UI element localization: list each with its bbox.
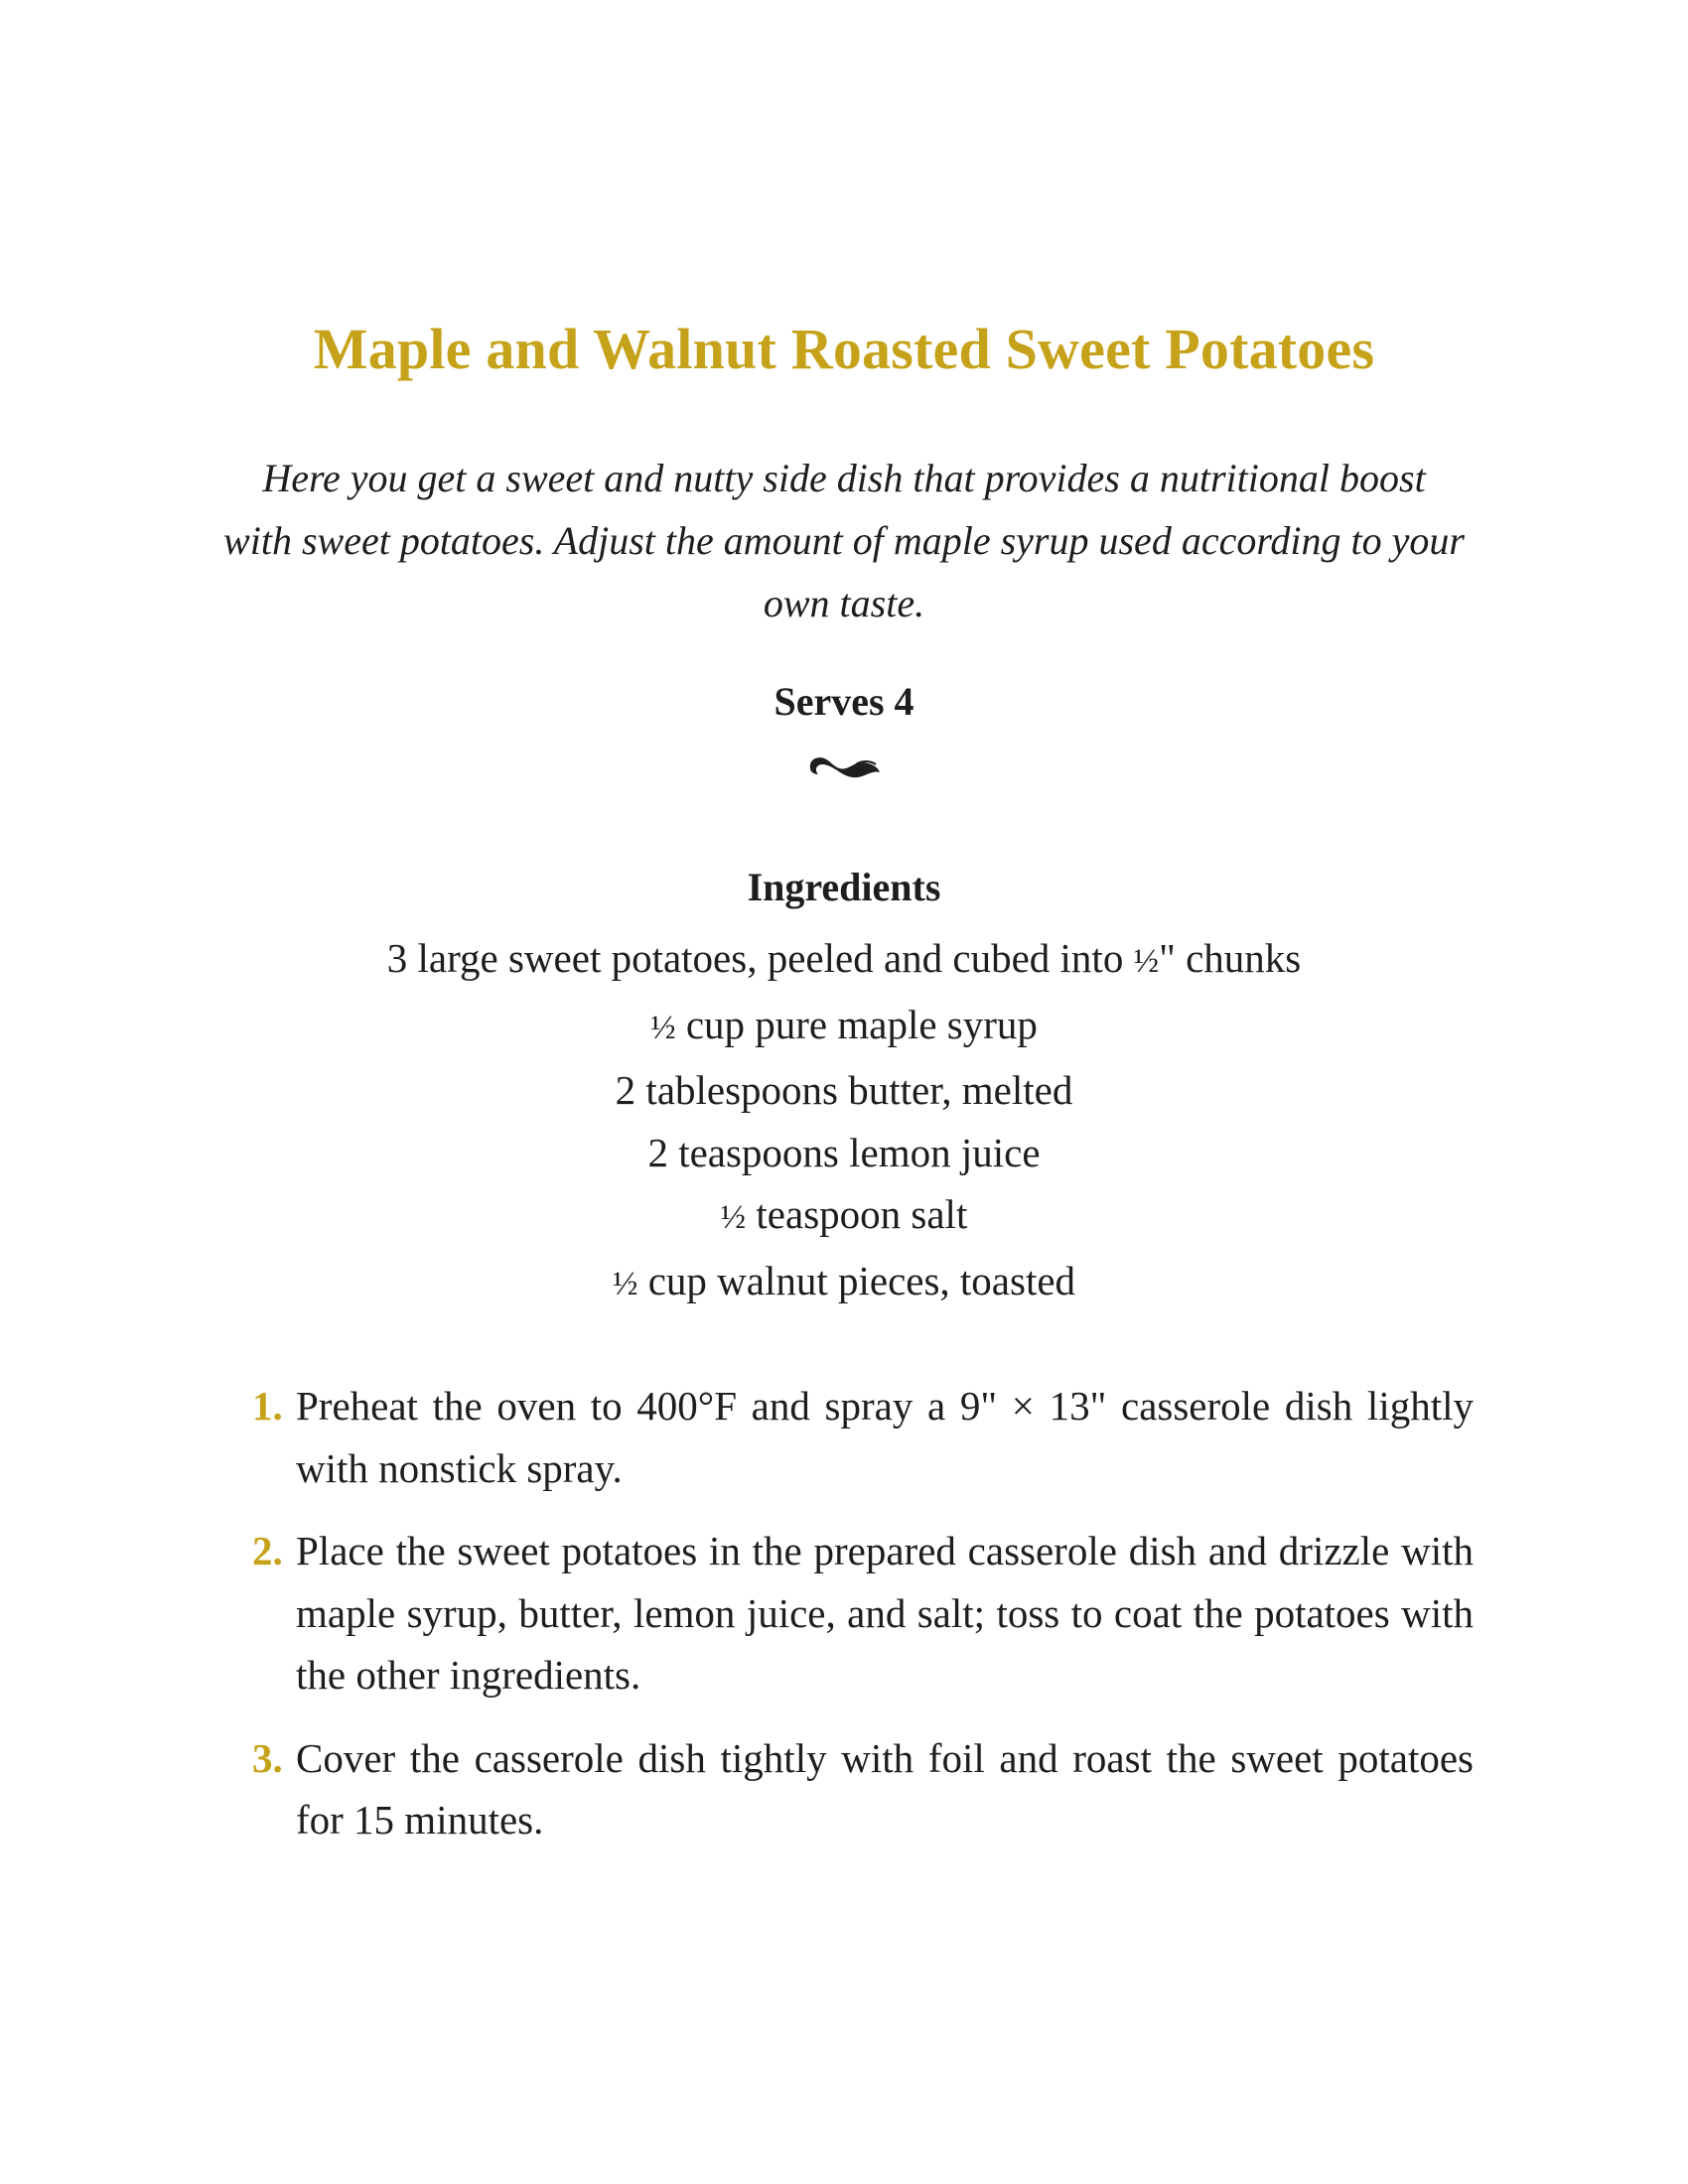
step-number: 1. bbox=[252, 1383, 283, 1429]
ingredient-item bbox=[0, 1183, 1688, 1250]
ingredient-item bbox=[0, 1059, 1688, 1122]
step-text: Cover the casserole dish tightly with foil and roast the sweet potatoes for 15 minutes. bbox=[296, 1734, 1474, 1843]
ingredient-item bbox=[0, 994, 1688, 1060]
ingredient-before-text: 2 tablespoons butter, melted bbox=[615, 1067, 1073, 1113]
recipe-title: Maple and Walnut Roasted Sweet Potatoes bbox=[313, 317, 1375, 381]
step-text: Place the sweet potatoes in the prepared casserole dish and drizzle with maple syrup, butter, lemon juice, and salt; toss to coat the potatoes with the other ingredients. bbox=[296, 1528, 1474, 1698]
recipe-intro: Here you get a sweet and nutty side dish that provides a nutritional boost with sweet potatoes. Adjust the amount of maple syrup used according to your own taste. bbox=[223, 456, 1465, 625]
instruction-step bbox=[252, 1727, 1474, 1851]
instructions-list bbox=[252, 1375, 1474, 1872]
ingredient-frac-text: ½ bbox=[612, 1265, 638, 1302]
step-number: 2. bbox=[252, 1528, 283, 1573]
instruction-step bbox=[252, 1520, 1474, 1706]
ingredients-list bbox=[0, 927, 1688, 1315]
ingredient-after-text: " chunks bbox=[1159, 935, 1302, 981]
instruction-step bbox=[252, 1375, 1474, 1499]
ingredient-before-text: 2 teaspoons lemon juice bbox=[647, 1129, 1041, 1175]
ingredient-item bbox=[0, 927, 1688, 994]
serves-label: Serves 4 bbox=[774, 679, 914, 724]
ingredient-after-text: cup walnut pieces, toasted bbox=[637, 1257, 1076, 1303]
ingredient-item bbox=[0, 1122, 1688, 1184]
ingredient-after-text: teaspoon salt bbox=[746, 1191, 968, 1237]
ingredient-before-text: 3 large sweet potatoes, peeled and cubed into bbox=[386, 935, 1134, 981]
ingredients-heading: Ingredients bbox=[747, 865, 941, 909]
ingredient-item bbox=[0, 1250, 1688, 1316]
swash-ornament-icon bbox=[804, 751, 884, 784]
ingredient-after-text: cup pure maple syrup bbox=[675, 1001, 1038, 1047]
step-text: Preheat the oven to 400°F and spray a 9" × 13" casserole dish lightly with nonstick spray. bbox=[296, 1383, 1474, 1491]
ingredient-frac-text: ½ bbox=[1133, 943, 1160, 980]
ingredient-frac-text: ½ bbox=[720, 1199, 747, 1236]
ingredient-frac-text: ½ bbox=[650, 1009, 676, 1046]
step-number: 3. bbox=[252, 1734, 283, 1781]
